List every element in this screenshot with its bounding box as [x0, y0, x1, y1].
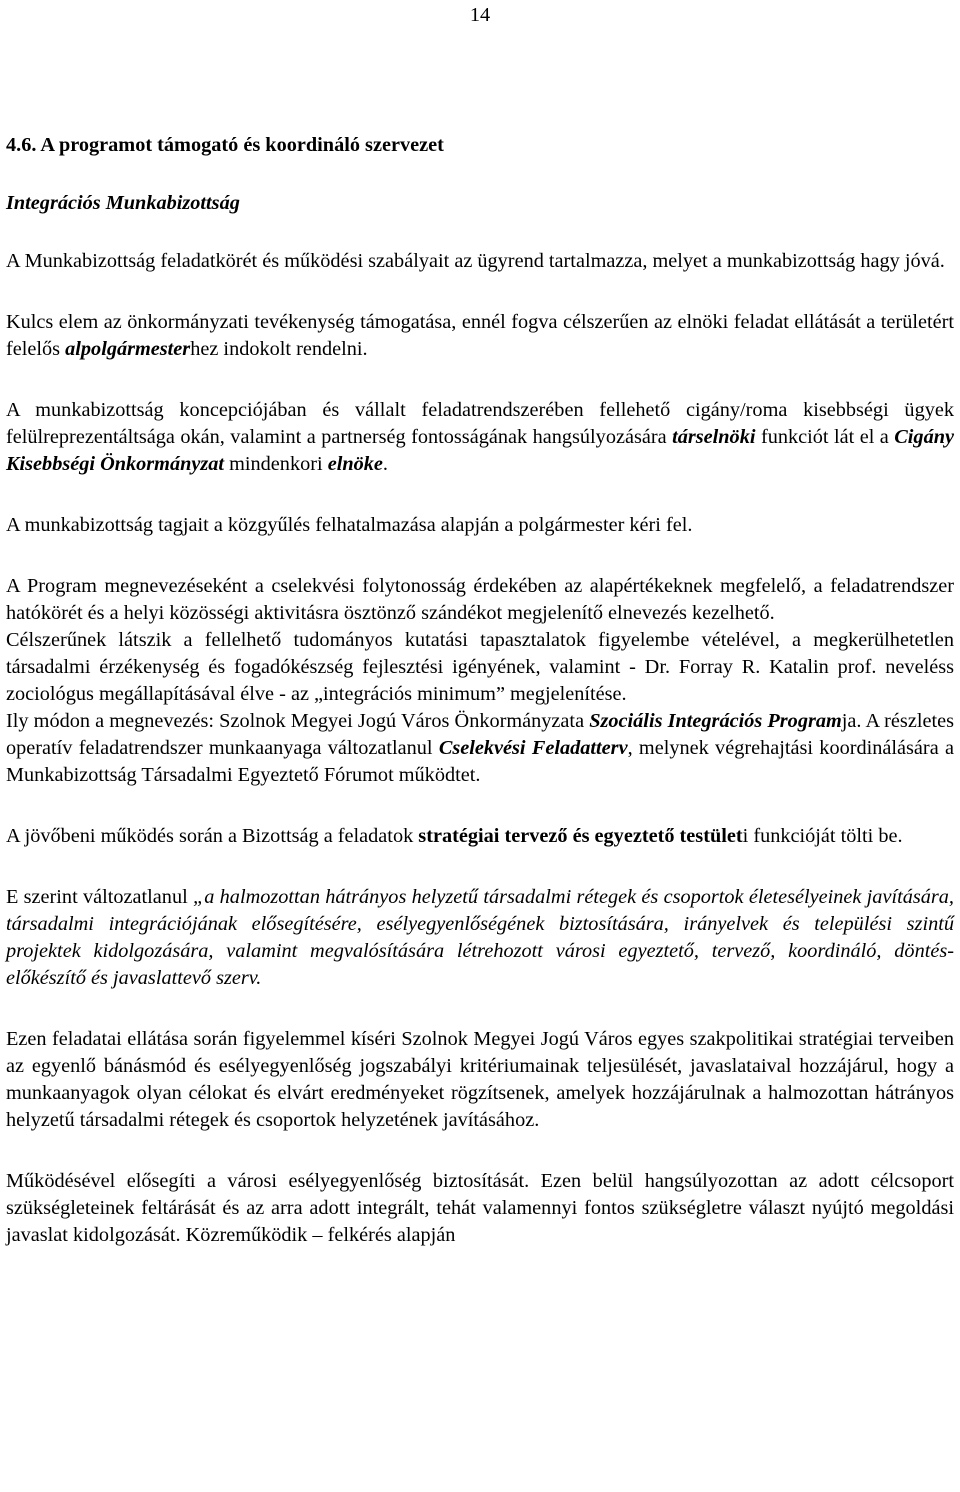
text-run: E szerint változatlanul — [6, 886, 193, 908]
paragraph-integration-minimum: Célszerűnek látszik a fellelhető tudományos kutatási tapasztalatok figyelembe vételével, a megkerülhetetlen társadalmi érzékenység és fogadókészség fejlesztési igényének, valamint - Dr. Forray R. Katalin prof. neveléss​zociológus megállapításával élve - az „integrációs minimum” megjelenítése. — [6, 629, 954, 705]
committee-subheading: Integrációs Munkabizottság — [6, 192, 240, 214]
paragraph-naming — [6, 708, 954, 789]
emphasis-program-title: Szociális Integrációs Program — [589, 710, 842, 732]
emphasis-minority-government: Cigány Kisebbségi Önkormányzat — [6, 426, 954, 475]
paragraph-future-role — [6, 823, 954, 850]
text-run: , melynek végrehajtási koordinálására a Munkabizottság Társadalmi Egyeztető Fórumot működtet. — [6, 737, 954, 786]
emphasis-deputy-mayor: alpolgármester — [65, 338, 191, 360]
text-run: mindenkori — [224, 453, 328, 475]
paragraph-chair — [6, 309, 954, 363]
paragraph-equal-opportunity: Működésével elősegíti a városi esélyegyenlőség biztosítását. Ezen belül hangsúlyozottan az adott célcsoport szükségleteinek feltárását és az arra adott integrált, tehát valamennyi fontos szükségletre választ nyújtó megoldási javaslat kidolgozását. Közreműködik – felkérés alapján — [6, 1170, 954, 1246]
document-body — [6, 133, 954, 1283]
paragraph-monitoring: Ezen feladatai ellátása során figyelemmel kíséri Szolnok Megyei Jogú Város egyes szakpolitikai stratégiai terveiben az egyenlő bánásmód és esélyegyenlőség jogszabályi kritériumainak teljesülését, javaslataival hozzájárul, hogy a munkaanyagok olyan célokat és elvárt eredményeket rögzítsenek, amelyek hozzájárulnak a halmozottan hátrányos helyzetű társadalmi rétegek és csoportok helyzetének javításához. — [6, 1028, 954, 1131]
text-run: A jövőbeni működés során a Bizottság a feladatok — [6, 825, 419, 847]
text-run: Kulcs elem az önkormányzati tevékenység támogatása, ennél fogva célszerűen az elnöki feladat ellátását a területért felelős — [6, 311, 954, 360]
emphasis-co-chair: társelnöki — [672, 426, 756, 448]
emphasis-president: elnöke — [327, 453, 383, 475]
section-heading: 4.6. A programot támogató és koordináló szervezet — [6, 134, 444, 156]
emphasis-strategic-body: stratégiai tervező és egyeztető testület — [418, 825, 743, 847]
text-run: Ily módon a megnevezés: Szolnok Megyei Jogú Város Önkormányzata — [6, 710, 590, 732]
text-run: funkciót lát el a — [755, 426, 895, 448]
paragraph-co-chair — [6, 397, 954, 478]
paragraph-rules: A Munkabizottság feladatkörét és működési szabályait az ügyrend tartalmazza, melyet a munkabizottság hagy jóvá. — [6, 250, 945, 272]
emphasis-action-plan: Cselekvési Feladatterv — [438, 737, 628, 759]
text-run: . — [382, 453, 388, 475]
text-run: hez indokolt rendelni. — [190, 338, 368, 360]
quoted-definition: „a halmozottan hátrányos helyzetű társadalmi rétegek és csoportok életesélyeinek javítására, társadalmi integrációjának elősegítésére, esélyegyenlőségének biztosítására, irányelvek és települési szintű projektek kidolgozására, valamint megvalósítására létrehozott városi egyeztető, tervező, koordináló, döntés-előkészítő és javaslattevő szerv. — [6, 886, 954, 989]
page-number: 14 — [469, 4, 491, 26]
text-run: A munkabizottság koncepciójában és vállalt feladatrendszerében fellehető cigány/roma kisebbségi ügyek felülreprezentáltsága okán, valamint a partnerség fontosságának hangsúlyozására — [6, 399, 954, 448]
paragraph-members: A munkabizottság tagjait a közgyűlés felhatalmazása alapján a polgármester kéri fel. — [6, 514, 693, 536]
paragraph-definition — [6, 884, 954, 992]
paragraph-program-name: A Program megnevezéseként a cselekvési folytonosság érdekében az alapértékeknek megfelelő, a feladatrendszer hatókörét és a helyi közösségi aktivitásra ösztönző szándékot megjelenítő elnevezés kezelhető. — [6, 575, 954, 624]
text-run: ja. A részletes operatív feladatrendszer munkaanyaga változatlanul — [6, 710, 954, 759]
text-run: i funkcióját tölti be. — [742, 825, 903, 847]
